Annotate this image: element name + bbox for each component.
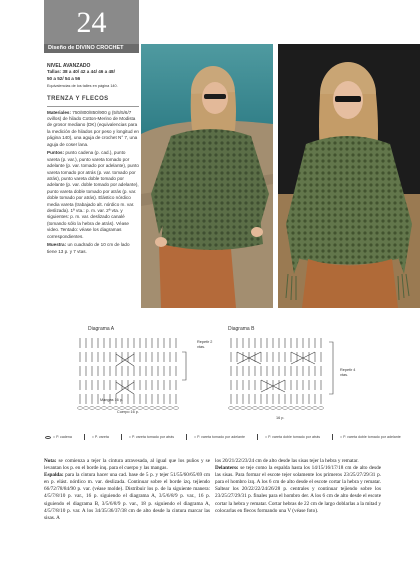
legend-item: = P. vareta: [84, 434, 109, 440]
diagram-b: [225, 334, 345, 424]
sample-text: un cuadrado de 10 cm de lado tiene 13 p. y 7 vtas.: [47, 242, 130, 254]
difficulty-level: NIVEL AVANZADO: [47, 63, 91, 69]
sizes-line-2: 50 a 52/ 54 a 56: [47, 75, 81, 81]
sizes-line-1: Tallas: 38 a 40/ 42 a 44/ 46 a 48/: [47, 69, 115, 75]
back-continued-paragraph: los 20/21/22/23/24 cm de alto desde las sisas tejer la hebra y rematar.: [215, 458, 359, 464]
materials-paragraph: [47, 110, 139, 148]
page-number-box: [44, 0, 139, 44]
note-paragraph: [44, 458, 210, 472]
legend-item: = P. vareta doble tomado por adelante: [332, 434, 401, 440]
legend-item: = P. vareta tomado por atrás: [121, 434, 174, 440]
legend-item: = P. cadena: [45, 435, 72, 439]
sample-paragraph: [47, 242, 139, 255]
diagram-b-repeat: Repetir 4 vtas.: [340, 368, 356, 377]
diagram-b-label: Diagrama B: [228, 326, 255, 332]
instructions-right-column: [215, 458, 381, 515]
vareta-symbol-icon: [84, 434, 90, 440]
sample-label: Muestra:: [47, 242, 67, 248]
photo-model-pool: [141, 44, 273, 308]
photo-model-portrait: [278, 44, 420, 308]
legend-item: = P. vareta tomado por adelante: [186, 434, 245, 440]
back-label: Espalda:: [44, 472, 64, 479]
instructions-left-column: [44, 458, 210, 522]
double-vareta-front-symbol-icon: [332, 434, 338, 440]
diagram-a-sleeves: Mangas 16 p.: [100, 398, 124, 402]
diagram-a-label: Diagrama A: [88, 326, 115, 332]
back-paragraph: [44, 472, 210, 522]
diagram-a-body: Cuerpo 16 p.: [117, 410, 139, 414]
diagram-b-stitch-count: 16 p.: [276, 416, 285, 420]
stitches-text: punto cadena (p. cad.), punto vareta (p. var.), punto vareta tomado por adelante (p. var. tomado por adelante), punto vareta tomado por atrás (p. var. tomado por atrás), punto vareta doble tomado por adelante (p. var. doble tomado por adelante), punto vareta doble tomado por atrás (p. var. doble tomado por atrás). Elástico nórdico media vareta (trabajado alt. nórdico m. var. deslizada). 1ª vta.: p. m. var. 2ª vta. y siguientes: p. m. var. deslizado canalé (tomando sólo la hebra de atrás). Véase video. Tentado: véase los diagramas correspondientes.: [47, 150, 139, 239]
pattern-title: TRENZA Y FLECOS: [47, 95, 109, 102]
materials-text: 750/800/850/900 g (5/5/5/6/7 ovillos) de hilado Cotton-Merino de Modista de grosor mediano (DK) (equivalencias para la medición de hilados por peso y longitud en página 140), una aguja de crochet N° 7, una aguja de coser lana.: [47, 109, 139, 147]
front-paragraph: [215, 465, 381, 515]
page-number: 24: [76, 6, 107, 39]
section-title: Diseño de DIVINO CROCHET: [44, 44, 139, 53]
photo-illustration-right: [278, 44, 420, 308]
front-label: Delantero:: [215, 465, 239, 472]
stitches-label: Puntos:: [47, 150, 65, 156]
materials-label: Materiales:: [47, 109, 72, 115]
double-vareta-back-symbol-icon: [257, 434, 263, 440]
photo-illustration-left: [141, 44, 273, 308]
note-text: se comienza a tejer la cintura atravesada, al igual que los puños y se levantan los p. en el borde inq. para el cuerpo y las mangas.: [44, 458, 210, 472]
diagram-a-repeat: Repetir 2 vtas.: [197, 340, 213, 349]
vareta-front-symbol-icon: [186, 434, 192, 440]
chain-symbol-icon: [45, 436, 51, 439]
stitch-legend: [45, 434, 401, 440]
note-label: Nota:: [44, 458, 57, 464]
divider: [47, 106, 139, 107]
size-equivalences: Equivalencias de los talles en página 140.: [47, 84, 118, 89]
front-text: se teje como la espalda hasta los 14/15/16/17/18 cm de alto desde las sisas. Para formar el escote tejer solamente los primeros 23/25/27/29/31 p. para el hombro izq. A los 6 cm de alto desde el escote cortar la hebra y rematar. Saltear los 20/22/22/24/26/28 p. centrales y continuar tejiendo sobre los 23/25/27/29/31 p. finales para el hombro der. A los 6 cm de alto desde el escote cortar la hebra y rematar. Cortar hebras de 22 cm de largo doblarlas a la mitad y colocarlas en flecos formando una V (véase foto).: [215, 465, 381, 514]
pattern-info: [47, 63, 139, 258]
back-text: para la cintura hacer una cad. base de 5 p. y tejer 51/55/60/65/69 cm en p. elást. nórdico m. var. deslizada. Continuar sobre el borde izq. tejiendo 66/72/78/84/90 p. var. (véase molde). Distribuir los p. de la siguiente manera: 4/5/7/8/10 p. var., 16 p. siguiendo el diagrama A, 3/5/6/8/9 p. var., 16 p. siguiendo el diagrama B, 3/5/6/8/9 p. var., 18 p. siguiendo el diagrama A, 4/5/7/8/10 p. var. A los 34/35/36/37/38 cm de alto desde la cintura marcar las sisas. A: [44, 472, 210, 521]
stitches-paragraph: [47, 150, 139, 240]
legend-item: = P. vareta doble tomado por atrás: [257, 434, 320, 440]
vareta-back-symbol-icon: [121, 434, 127, 440]
